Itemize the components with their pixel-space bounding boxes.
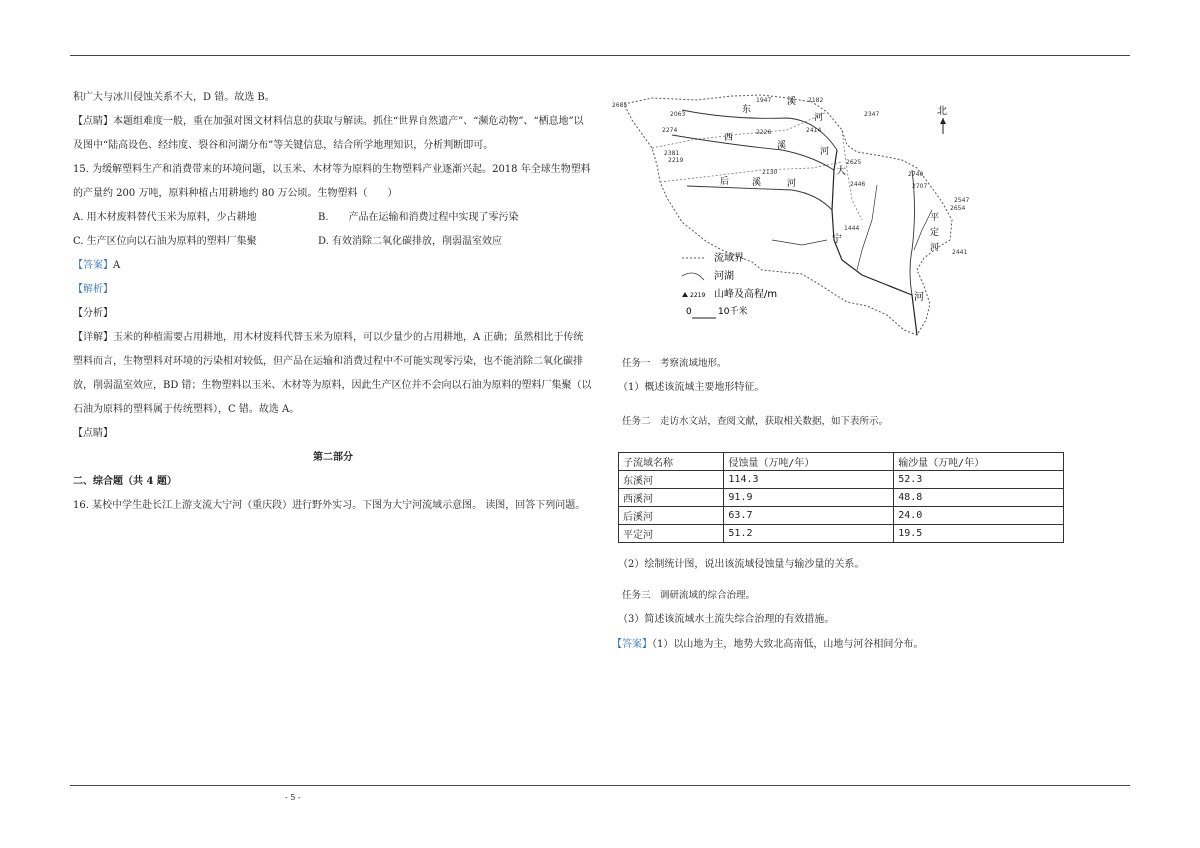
dianjing-tag-2: 【点睛】	[73, 428, 113, 439]
answer-line-right	[612, 635, 923, 650]
river-label: 大	[836, 166, 846, 177]
question-15: 15. 为缓解塑料生产和消费带来的环境问题，以玉米、木材等为原料的生物塑料产业逐渐兴起。2018 年全球生物塑料的产量约 200 万吨，原料种植占用耕地约 80 万公顷。生物塑料（ ）	[73, 164, 591, 199]
paragraph-1: 积广大与冰川侵蚀关系不大，D 错。故选 B。	[73, 92, 275, 103]
task-two: 任务二 走访水文站，查阅文献，获取相关数据，如下表所示。	[622, 416, 889, 427]
answer-value: A	[113, 260, 121, 271]
bottom-rule	[70, 785, 1130, 786]
daning-river-line	[832, 150, 917, 335]
table-cell: 后溪河	[619, 507, 724, 525]
table-header: 子流域名称	[619, 453, 724, 471]
north-label: 北	[937, 106, 947, 117]
table-cell: 91.9	[724, 489, 894, 507]
river-label: 溪	[752, 178, 762, 188]
river-label: 西	[724, 133, 734, 143]
table-row	[619, 471, 1064, 489]
question-2: （2）绘制统计图，说出该流域侵蚀量与输沙量的关系。	[618, 559, 865, 570]
peak-label: 2625	[846, 159, 862, 166]
river-label: 河	[814, 113, 824, 123]
river-label: 溪	[787, 97, 797, 107]
river-label: 河	[787, 179, 797, 189]
river-label: 河	[914, 292, 924, 303]
peak-label: 2347	[864, 111, 880, 118]
dianjing-tag: 【点睛】	[73, 116, 113, 127]
dianjing-text: 本题组难度一般，重在加强对图文材料信息的获取与解读。抓住“世界自然遗产”、“濒危动物”、“栖息地”以及图中“陆高设色、经纬度、裂谷和河湖分布”等关键信息，结合所学地理知识，分析判断即可。	[73, 116, 584, 151]
xiangjie-text: 玉米的种植需要占用耕地，用木材废料代替玉米为原料，可以少量少的占用耕地，A 正确；虽然相比于传统塑料而言，生物塑料对环境的污染相对较低，但产品在运输和消费过程中不可能实现零污染，也不能消除二氧化碳排放，削弱温室效应，BD 错；生物塑料以玉米、木材等为原料，因此生产区位并不会向以石油为原料的塑料厂集聚（以石油为原料的塑料属于传统塑料），C 错。故选 A。	[73, 332, 592, 415]
page-number: - 5 -	[285, 793, 301, 802]
legend-peak-icon	[682, 292, 688, 297]
river-label: 溪	[777, 141, 787, 151]
table-cell: 48.8	[894, 489, 1064, 507]
river-label: 东	[742, 105, 752, 115]
peak-label: 1947	[756, 97, 772, 104]
options-row-1	[73, 206, 593, 230]
table-cell: 114.3	[724, 471, 894, 489]
table-row	[619, 507, 1064, 525]
peak-label: 2063	[670, 111, 686, 118]
legend-boundary-label: 流域界	[714, 253, 744, 264]
answer-text-right: （1）以山地为主，地势大致北高南低，山地与河谷相间分布。	[652, 639, 924, 650]
data-table	[618, 452, 1064, 543]
table-cell: 西溪河	[619, 489, 724, 507]
peak-label: 2547	[954, 197, 970, 204]
peak-label: 2130	[762, 169, 778, 176]
table-cell: 19.5	[894, 525, 1064, 543]
peak-label: 2654	[950, 205, 966, 212]
table-cell: 63.7	[724, 507, 894, 525]
answer-tag: 【答案】	[73, 260, 113, 271]
peak-label: 2274	[662, 127, 678, 134]
options-row-2	[73, 230, 593, 254]
dianjing-paragraph	[73, 110, 593, 158]
legend-river-icon	[682, 273, 704, 280]
option-c: C. 生产区位向以石油为原料的塑料厂集聚	[73, 236, 257, 247]
scale-label: 10千米	[718, 307, 748, 317]
river-label: 河	[820, 147, 830, 157]
top-rule	[70, 55, 1130, 56]
xixi-river-line	[672, 135, 834, 170]
xiangjie-paragraph	[73, 326, 593, 422]
houxi-river-line	[687, 186, 832, 210]
river-label: 定	[930, 228, 940, 238]
table-header-row	[619, 453, 1064, 471]
jiexi-tag: 【解析】	[73, 284, 113, 295]
option-b: B. 产品在运输和消费过程中实现了零污染	[318, 212, 519, 223]
section-two-title: 二、综合题（共 4 题）	[73, 476, 177, 487]
table-cell: 52.3	[894, 471, 1064, 489]
table-cell: 东溪河	[619, 471, 724, 489]
table-cell: 24.0	[894, 507, 1064, 525]
xiangjie-tag: 【详解】	[73, 332, 113, 343]
part-two-title: 第二部分	[313, 452, 353, 463]
question-3: （3）简述该流域水土流失综合治理的有效措施。	[618, 614, 835, 625]
left-column	[73, 86, 593, 518]
answer-line	[73, 254, 593, 278]
scale-zero: 0	[686, 307, 692, 317]
table-header: 输沙量（万吨/年）	[894, 453, 1064, 471]
peak-label: 2441	[952, 249, 968, 256]
peak-label: 2685	[612, 102, 628, 109]
peak-label: 2219	[668, 157, 684, 164]
table-cell: 平定河	[619, 525, 724, 543]
fenxi-tag: 【分析】	[73, 308, 113, 319]
answer-tag-right: 【答案】	[612, 639, 652, 650]
legend-peak-num: 2219	[690, 292, 706, 299]
question-1: （1）概述该流域主要地形特征。	[618, 382, 765, 393]
river-label: 河	[930, 243, 940, 253]
option-d: D. 有效消除二氧化碳排放，削弱温室效应	[318, 236, 503, 247]
option-a: A. 用木材废料替代玉米为原料，少占耕地	[73, 212, 257, 223]
river-label: 宁	[832, 234, 842, 245]
peak-label: 2381	[664, 150, 680, 157]
table-row	[619, 525, 1064, 543]
peak-label: 2414	[806, 127, 822, 134]
peak-label: 2707	[912, 183, 928, 190]
peak-label: 1444	[844, 225, 860, 232]
question-16: 16. 某校中学生赴长江上游支流大宁河（重庆段）进行野外实习。下图为大宁河流域示意图。 读图，回答下列问题。	[73, 500, 586, 511]
peak-label: 2226	[756, 129, 772, 136]
legend-river-label: 河湖	[714, 271, 734, 282]
table-header: 侵蚀量（万吨/年）	[724, 453, 894, 471]
task-three: 任务三 调研流域的综合治理。	[622, 590, 756, 601]
peak-label: 2446	[850, 181, 866, 188]
river-label: 平	[930, 213, 940, 223]
table-row	[619, 489, 1064, 507]
table-cell: 51.2	[724, 525, 894, 543]
peak-label: 2182	[808, 97, 824, 104]
peak-label: 2740	[908, 171, 924, 178]
watershed-map	[612, 90, 1032, 340]
legend-peak-label: 山峰及高程/m	[714, 289, 778, 300]
river-label: 后	[720, 177, 730, 187]
task-one: 任务一 考察流域地形。	[622, 358, 727, 369]
